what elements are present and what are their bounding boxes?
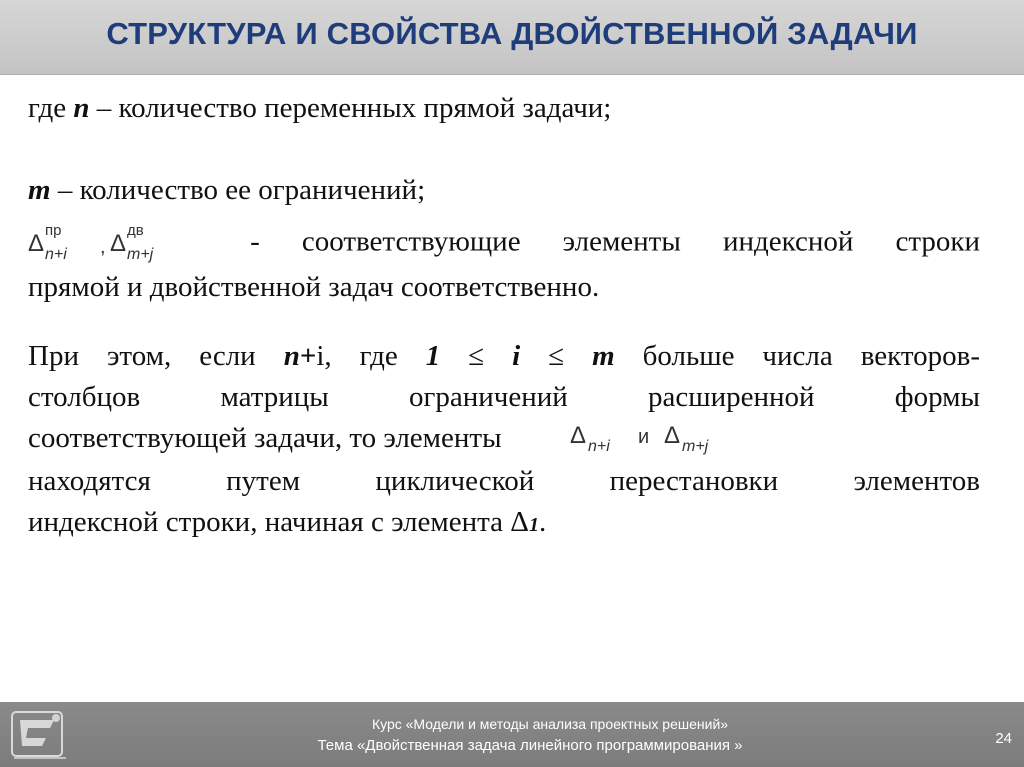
definition-m <box>28 170 980 211</box>
svg-text:и: и <box>637 425 649 448</box>
text-prefix: где <box>28 92 74 124</box>
para-line-5: индексной строки, начиная с элемента Δ1. <box>28 505 547 538</box>
university-logo-icon <box>10 708 70 767</box>
svg-text:n+i: n+i <box>587 437 610 455</box>
para-line-4: находятся путем циклической перестановки элементов <box>28 464 980 497</box>
delta-pair-formula <box>570 420 760 461</box>
definition-delta-cont: прямой и двойственной задач соответственно. <box>28 271 600 303</box>
text-rest: – количество ее ограничений; <box>50 174 426 206</box>
delta-formula <box>28 221 208 267</box>
slide-header <box>0 0 1024 75</box>
svg-text:Δ: Δ <box>569 421 586 449</box>
page-number: 24 <box>995 730 1012 747</box>
para-line-3: соответствующей задачи, то элементы Δ n+i и Δ m+j <box>28 418 980 461</box>
definition-delta <box>28 221 980 267</box>
text-a: - соответствующие элементы индексной строки <box>208 225 980 258</box>
svg-text:m+j: m+j <box>681 437 708 455</box>
svg-text:Δ: Δ <box>28 230 45 257</box>
slide-title: СТРУКТУРА И СВОЙСТВА ДВОЙСТВЕННОЙ ЗАДАЧИ <box>106 16 918 51</box>
svg-text:m+j: m+j <box>127 246 154 263</box>
slide-footer <box>0 702 1024 767</box>
var-m: m <box>28 174 51 206</box>
text-rest: – количество переменных прямой задачи; <box>89 92 612 124</box>
svg-text:n+i: n+i <box>45 246 67 263</box>
course-title: Курс «Модели и методы анализа проектных решений» <box>371 716 729 732</box>
svg-text:,: , <box>100 236 106 258</box>
svg-text:Δ: Δ <box>110 230 127 257</box>
var-n: n <box>73 92 90 124</box>
topic-title: Тема «Двойственная задача линейного программирования » <box>317 737 743 754</box>
para-line-1: При этом, если n+i, где 1 ≤ i ≤ m больше числа векторов- <box>28 340 980 372</box>
delta-one: Δ1 <box>510 505 539 538</box>
para-line-2: столбцов матрицы ограничений расширенной формы <box>28 381 980 413</box>
svg-text:дв: дв <box>127 222 144 239</box>
svg-text:Δ: Δ <box>663 421 680 449</box>
svg-text:пр: пр <box>45 222 62 239</box>
slide-body <box>28 88 980 546</box>
definition-n <box>28 88 980 129</box>
